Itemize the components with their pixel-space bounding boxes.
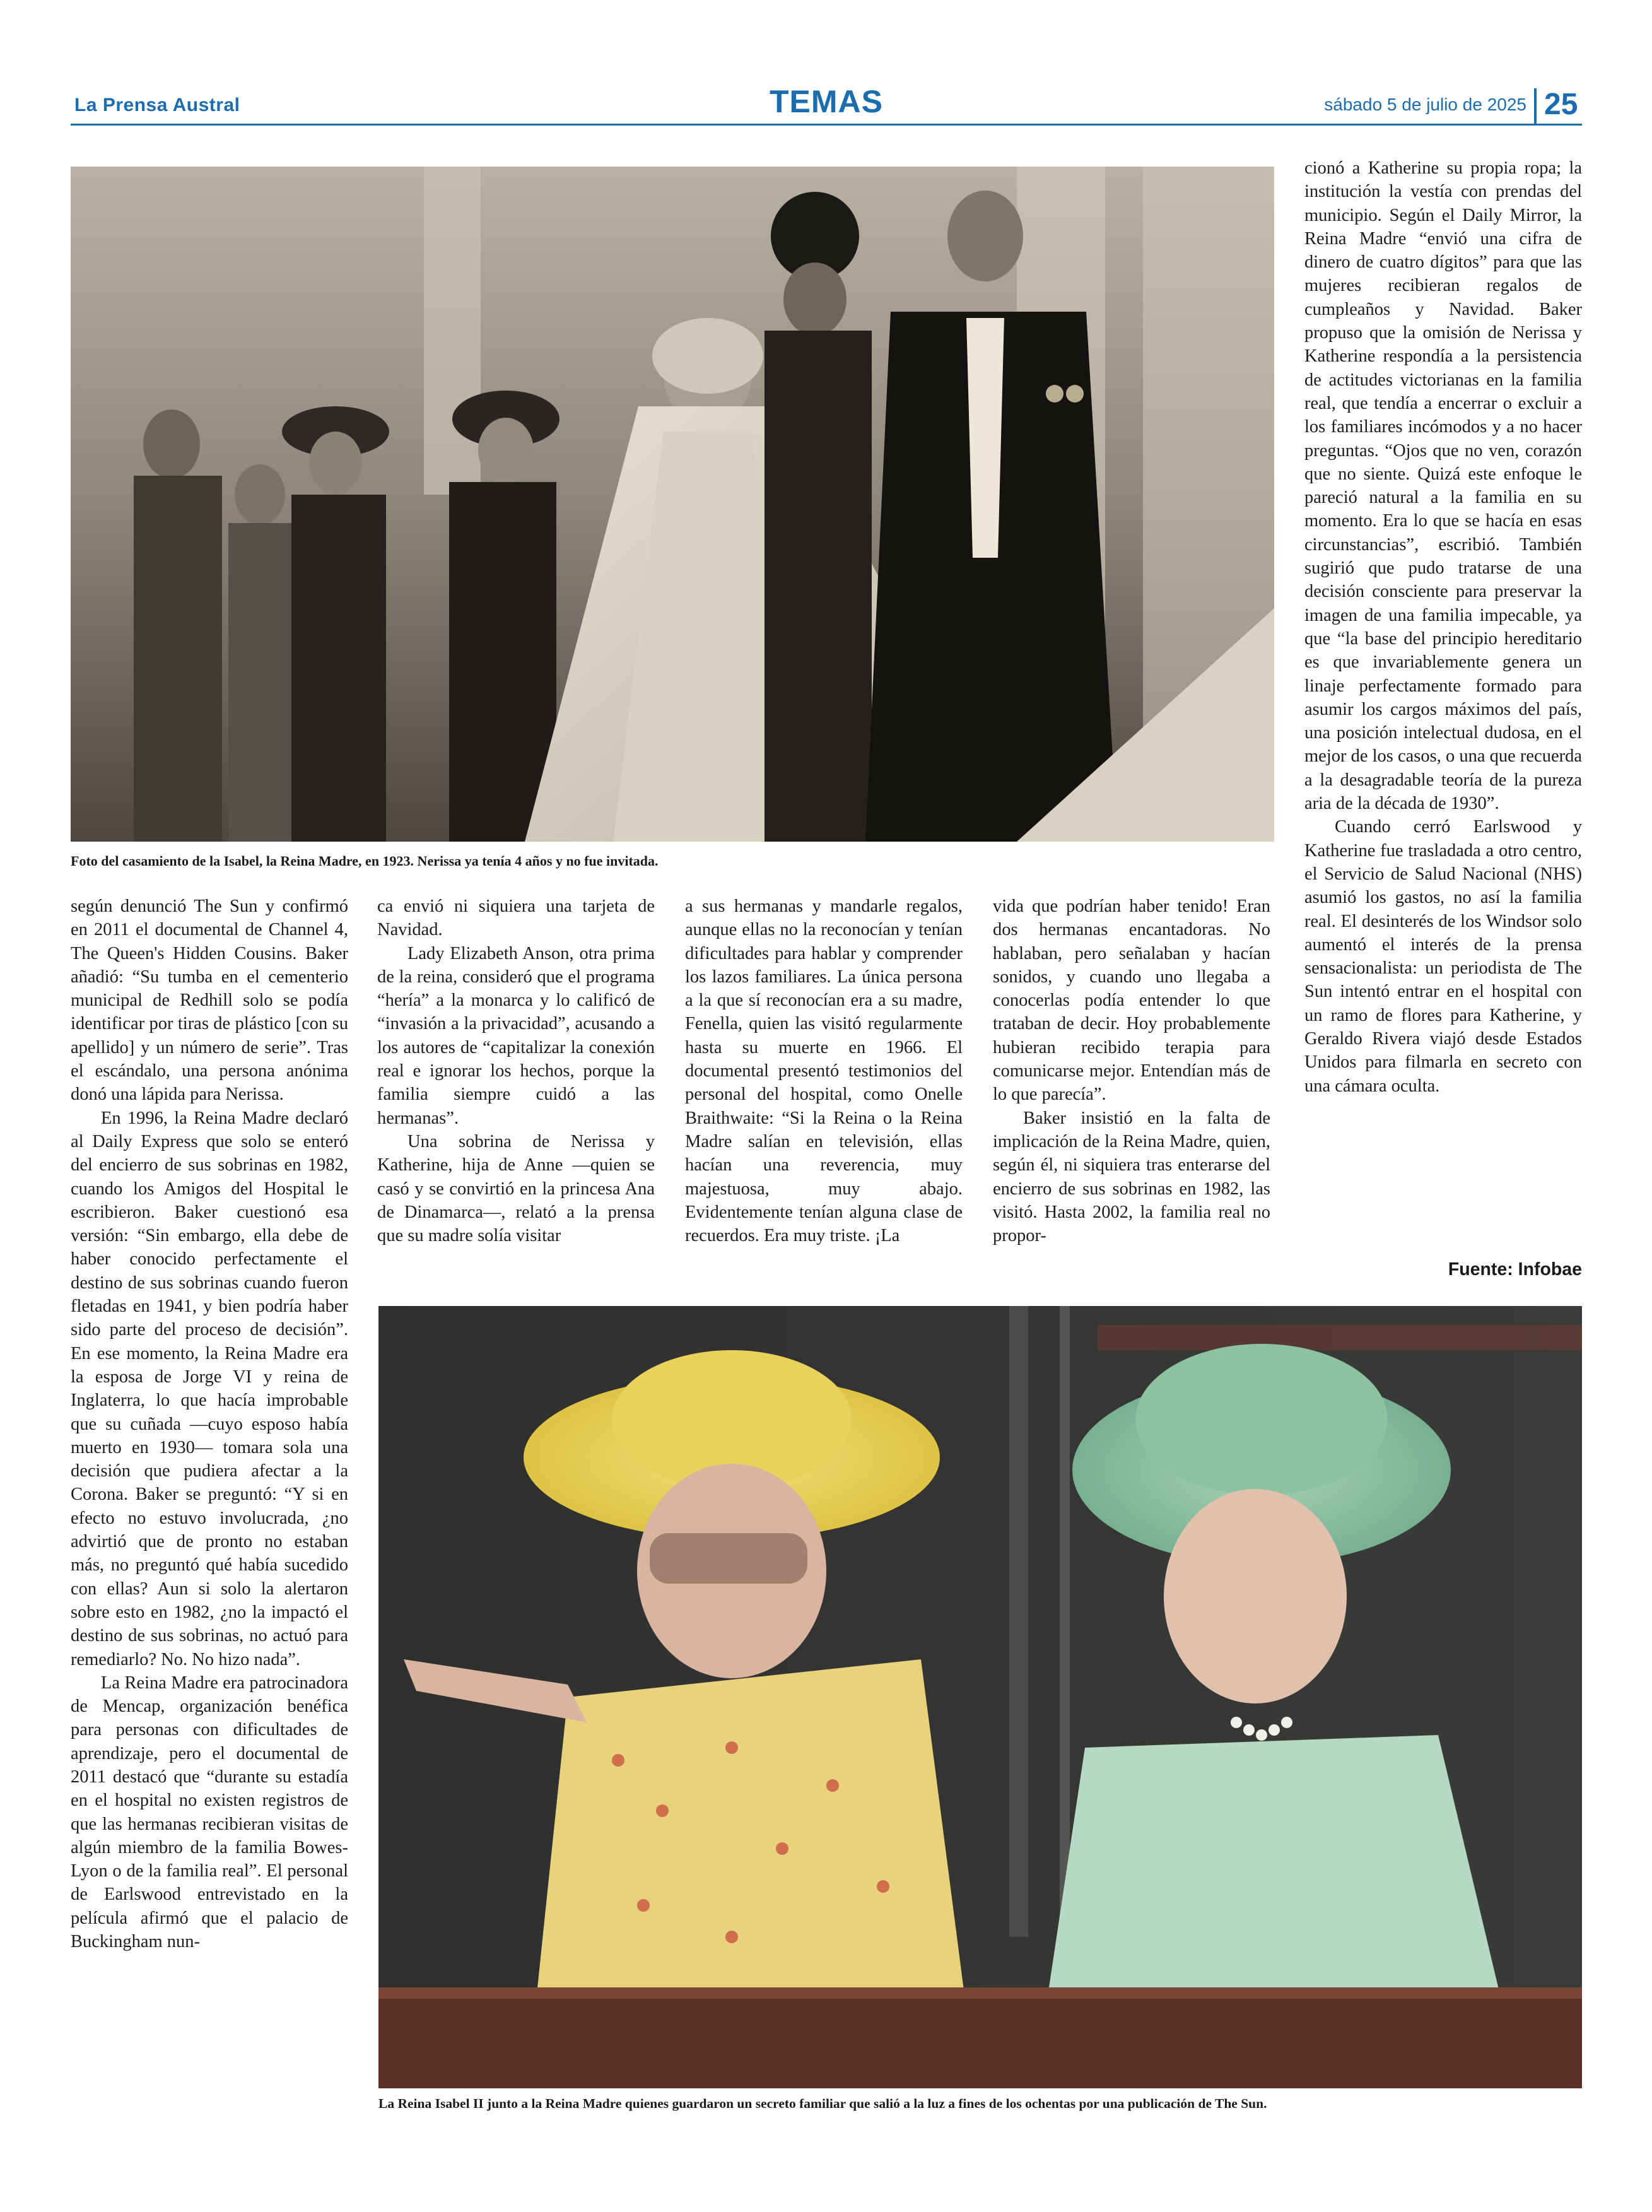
- article-column-1: [71, 895, 348, 2169]
- queens-photo: [378, 1306, 1582, 2088]
- article-column-4: [993, 895, 1270, 1286]
- article-paragraph: Baker insistió en la falta de implicación de la Reina Madre, quien, según él, ni siquiera tras enterarse del encierro de sus sobrinas en 1982, las visitó. Hasta 2002, la familia real no propor-: [993, 1108, 1270, 1246]
- newspaper-brand: La Prensa Austral: [74, 95, 240, 115]
- article-paragraph: Lady Elizabeth Anson, otra prima de la reina, consideró que el programa “hería” a la monarca y lo calificó de “invasión a la privacidad”, acusando a los autores de “capitalizar la conexión real e ignorar los hechos, porque la familia siempre cuidó a las hermanas”.: [377, 943, 655, 1128]
- wedding-photo: [71, 167, 1274, 842]
- article-paragraph: cionó a Katherine su propia ropa; la institución la vestía con prendas del municipio. Según el Daily Mirror, la Reina Madre “envió una cifra de dinero de cuatro dígitos” para que las mujeres recibieran regalos de cumpleaños y Navidad. Baker propuso que la omisión de Nerissa y Katherine respondía a la persistencia de actitudes victorianas en la familia real, que tendía a encerrar o excluir a los familiares incómodos y a no hacer preguntas. “Ojos que no ven, corazón que no siente. Quizá este enfoque le pareció natural a la familia en su momento. Era lo que se hacía en esas circunstancias”, escribió. También sugirió que pudo tratarse de una decisión consciente para preservar la imagen de una familia impecable, ya que “la base del principio hereditario es que invariablemente genera un linaje perfectamente formado para asumir los cargos máximos del país, una posición intelectual dudosa, en el mejor de los casos, o una que recuerda a la desagradable teoría de la pureza aria de la década de 1930”.: [1304, 158, 1582, 814]
- page-number: 25: [1544, 88, 1578, 121]
- header-rule: [71, 124, 1582, 126]
- issue-date: sábado 5 de julio de 2025: [1324, 95, 1526, 114]
- article-paragraph: Cuando cerró Earlswood y Katherine fue trasladada a otro centro, el Servicio de Salud Nacional (NHS) asumió los gastos, no así la familia real. El desinterés de los Windsor solo aumentó el interés de la prensa sensacionalista: un periodista de The Sun intentó entrar en el hospital con un ramo de flores para Katherine, y Geraldo Rivera viajó desde Estados Unidos para filmarla en secreto con una cámara oculta.: [1304, 817, 1582, 1096]
- article-paragraph: En 1996, la Reina Madre declaró al Daily Express que solo se enteró del encierro de sus sobrinas en 1982, cuando los Amigos del Hospital le escribieron. Baker cuestionó esa versión: “Sin embargo, ella debe de haber conocido perfectamente el destino de sus sobrinas cuando fueron fletadas en 1941, y bien podría haber sido parte del proceso de decisión”. En ese momento, la Reina Madre era la esposa de Jorge VI y reina de Inglaterra, lo que hacía improbable que su cuñada —cuyo esposo había muerto en 1930— tomara sola una decisión que pudiera afectar a la Corona. Baker se preguntó: “Y si en efecto no estuvo involucrada, ¿no advirtió que de pronto no estaban más, no preguntó qué había sucedido con ellas? Aun si solo la alertaron sobre esto en 1982, ¿no la impactó el destino de sus sobrinas, no actuó para remediarlo? No. No hizo nada”.: [71, 1108, 348, 1669]
- queens-photo-caption: La Reina Isabel II junto a la Reina Madre quienes guardaron un secreto familiar que salió a la luz a fines de los ochentas por una publicación de The Sun.: [378, 2096, 1267, 2111]
- header-separator: [1534, 88, 1537, 124]
- article-paragraph: La Reina Madre era patrocinadora de Mencap, organización benéfica para personas con dificultades de aprendizaje, pero el documental de 2011 destacó que “durante su estadía en el hospital no existen registros de que las hermanas recibieran visitas de algún miembro de la familia Bowes-Lyon o de la familia real”. El personal de Earlswood entrevistado en la película afirmó que el palacio de Buckingham nun-: [71, 1673, 348, 1952]
- article-paragraph: Una sobrina de Nerissa y Katherine, hija de Anne —quien se casó y se convirtió en la princesa Ana de Dinamarca—, relató a la prensa que su madre solía visitar: [377, 1131, 655, 1246]
- article-column-5: [1304, 156, 1582, 1276]
- article-column-2: [377, 895, 655, 1286]
- article-paragraph: ca envió ni siquiera una tarjeta de Navidad.: [377, 897, 655, 940]
- article-paragraph: vida que podrían haber tenido! Eran dos hermanas encantadoras. No hablaban, pero señalaban y hacían sonidos, y cuando uno llegaba a conocerlas podía entender lo que trataban de decir. Hoy probablemente hubieran recibido terapia para comunicarse mejor. Entendían más de lo que parecía”.: [993, 897, 1270, 1105]
- article-paragraph: según denunció The Sun y confirmó en 2011 el documental de Channel 4, The Queen's Hidden Cousins. Baker añadió: “Su tumba en el cementerio municipal de Redhill solo se podía identificar por tiras de plástico [con su apellido] y un número de serie”. Tras el escándalo, una persona anónima donó una lápida para Nerissa.: [71, 897, 348, 1105]
- section-title: TEMAS: [770, 84, 883, 119]
- article-column-3: [685, 895, 963, 1286]
- article-paragraph: a sus hermanas y mandarle regalos, aunque ellas no la reconocían y tenían dificultades para hablar y comprender los lazos familiares. La única persona a la que sí reconocían era a su madre, Fenella, quien las visitó regularmente hasta su muerte en 1966. El documental presentó testimonios del personal del hospital, como Onelle Braithwaite: “Si la Reina o la Reina Madre salían en televisión, ellas hacían una reverencia, muy majestuosa, muy abajo. Evidentemente tenían alguna clase de recuerdos. Era muy triste. ¡La: [685, 897, 963, 1246]
- wedding-photo-caption: Foto del casamiento de la Isabel, la Reina Madre, en 1923. Nerissa ya tenía 4 años y no fue invitada.: [71, 853, 659, 869]
- article-source: Fuente: Infobae: [1448, 1259, 1582, 1280]
